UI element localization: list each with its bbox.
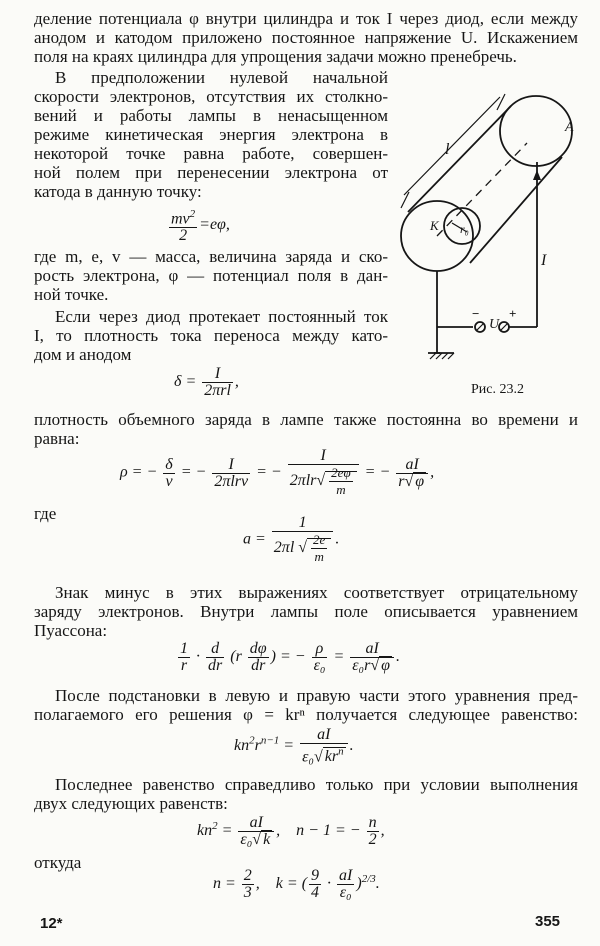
figure-caption: Рис. 23.2: [471, 382, 524, 397]
para4-line: дом и анодом: [34, 345, 132, 364]
para2-line: скорости электронов, отсутствия их столкно-: [34, 87, 388, 106]
cylinder-bottom-edge: [470, 157, 562, 263]
para5-line: равна:: [34, 429, 80, 448]
label-anode: A: [565, 120, 574, 135]
para2-line: ной полем при перенесении электрона от: [34, 163, 388, 182]
para8-line: двух следующих равенств:: [34, 794, 228, 813]
para6-line: Знак минус в этих выражениях соответствует отрицательному: [55, 583, 578, 602]
axis-dashed: [437, 143, 527, 236]
dimension-tick: [497, 94, 505, 110]
otkuda-label: откуда: [34, 853, 82, 872]
cylinder-top-edge: [408, 106, 511, 212]
para2-line: катода в данную точку:: [34, 182, 202, 201]
para3-line: ной точке.: [34, 285, 109, 304]
para8-line: Последнее равенство справедливо только при условии выполнения: [55, 775, 578, 794]
equation-conditions: $kn^2$ = $\frac{aI}{\text{ε₀√ k}}$ , n − 1 = − $\frac{n}{2}$ ,: [197, 814, 385, 848]
para7-line: После подстановки в левую и правую части этого уравнения пред-: [55, 686, 578, 705]
dimension-line: [404, 97, 500, 195]
equation-a: a = 1 2πl √ $\frac{2e}{m}$ .: [243, 514, 340, 564]
gde-label: где: [34, 504, 57, 523]
label-length: l: [445, 141, 450, 158]
footer-signature: 12*: [40, 915, 63, 932]
equation-poisson: $\frac{1}{r}$ · $\frac{d}{dr}$ (r $\frac{d\varphi}{dr}$ ) = − $\frac{\rho}{\text{ε₀}}$ = $\frac{aI}{\text{ε₀r√ φ}}$ .: [180, 640, 400, 674]
para6-line: Пуассона:: [34, 621, 108, 640]
para2-line: В предположении нулевой начальной: [55, 68, 388, 87]
label-current: I: [541, 252, 547, 269]
label-radius: r₀: [460, 222, 469, 236]
equation-energy: $\frac{mv^2}{2}$ =eφ,: [171, 208, 230, 245]
label-cathode: K: [430, 218, 439, 233]
para2-line: некоторой точке равна работе, совершен-: [34, 144, 388, 163]
para3-line: рость электрона, φ — потенциал поля в дан-: [34, 266, 388, 285]
label-plus: +: [509, 306, 517, 321]
terminal-slash: [500, 323, 508, 331]
equation-delta: δ = $\frac{I}{\text{2πrl}}$ ,: [174, 365, 239, 399]
text-line-2: анодом и катодом приложено постоянное напряжение U. Искажением: [34, 28, 578, 47]
para4-line: I, то плотность тока переноса между като-: [34, 326, 388, 345]
para5-line: плотность объемного заряда в лампе также постоянна во времени и: [34, 410, 578, 429]
label-voltage: U: [489, 317, 500, 332]
para4-line: Если через диод протекает постоянный ток: [55, 307, 388, 326]
para3-line: где m, e, v — масса, величина заряда и ско-: [34, 247, 388, 266]
page-number: 355: [535, 913, 561, 930]
text-line-3: поля на краях цилиндра для упрощения задачи можно пренебречь.: [34, 47, 517, 66]
terminal-slash: [476, 323, 484, 331]
equation-substitution: $kn^2r^{n-1}$ = $\frac{aI}{\varepsilon_0√ kr^n}$ .: [234, 726, 354, 766]
arrow-head: [533, 170, 541, 180]
equation-result: n = $\frac{2}{3}$ , k = ( $\frac{9}{4}$ · $\frac{aI}{\text{ε₀}}$ )$^{2/3}$.: [213, 867, 380, 901]
para2-line: режиме кинетическая энергия электрона в: [34, 125, 388, 144]
equation-rho: ρ = − $\frac{\delta}{v}$ = − $\frac{I}{\text{2πlrv}}$ = − I 2πlr√ $\frac{2e\varphi}{m}$ = − $\frac{aI}{r√ \varphi}$ ,: [120, 447, 435, 497]
para2-line: вений и работы лампы в ненасыщенном: [34, 106, 388, 125]
text-line-1: деление потенциала φ внутри цилиндра и ток I через диод, если между: [34, 9, 578, 28]
label-minus: −: [472, 306, 480, 321]
para6-line: заряду электронов. Внутри лампы поле описывается уравнением: [34, 602, 578, 621]
para7-line: полагаемого его решения φ = krⁿ получается следующее равенство:: [34, 705, 578, 724]
